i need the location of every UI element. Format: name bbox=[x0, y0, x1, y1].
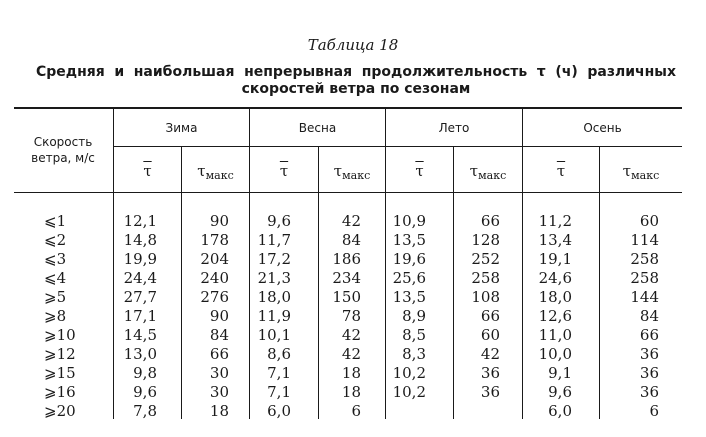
summer-max-cell: 252 bbox=[471, 250, 500, 268]
autumn-max-cell: 66 bbox=[639, 326, 659, 344]
winter-max-cell: 90 bbox=[209, 212, 229, 230]
summer-max-cell: 258 bbox=[471, 269, 500, 287]
spring-mean-cell: 7,1 bbox=[267, 383, 291, 401]
autumn-max-cell: 6 bbox=[649, 402, 659, 420]
spring-max-cell: 42 bbox=[341, 326, 361, 344]
speed-cell: ⩾10 bbox=[44, 326, 76, 344]
table-title-line-2: скоростей ветра по сезонам bbox=[241, 81, 471, 97]
autumn-max-cell: 36 bbox=[639, 345, 659, 363]
winter-mean-cell: 13,0 bbox=[123, 345, 157, 363]
winter-mean-cell: 7,8 bbox=[133, 402, 157, 420]
speed-cell: ⩾15 bbox=[44, 364, 76, 382]
summer-max-cell: 128 bbox=[471, 231, 500, 249]
spring-max-cell: 6 bbox=[351, 402, 361, 420]
autumn-mean-cell: 11,0 bbox=[538, 326, 572, 344]
autumn-max-cell: 258 bbox=[630, 269, 659, 287]
summer-mean-cell: 13,5 bbox=[392, 288, 426, 306]
winter-max-cell: 66 bbox=[209, 345, 229, 363]
header-mean-autumn: $\overline{\tau}$ bbox=[556, 162, 566, 180]
summer-mean-cell: 13,5 bbox=[392, 231, 426, 249]
winter-mean-cell: 17,1 bbox=[123, 307, 157, 325]
autumn-mean-cell: 12,6 bbox=[538, 307, 572, 325]
winter-mean-cell: 24,4 bbox=[123, 269, 157, 287]
header-max-summer: $\tau_{макс}$ bbox=[469, 162, 507, 182]
header-bottom-rule bbox=[14, 192, 682, 193]
spring-max-cell: 42 bbox=[341, 345, 361, 363]
winter-mean-cell: 27,7 bbox=[123, 288, 157, 306]
top-rule bbox=[14, 107, 682, 109]
summer-mean-cell: 10,2 bbox=[392, 383, 426, 401]
header-mean-winter: $\overline{\tau}$ bbox=[143, 162, 152, 180]
speed-cell: ⩽4 bbox=[44, 269, 67, 287]
autumn-mean-cell: 24,6 bbox=[538, 269, 572, 287]
spring-max-cell: 150 bbox=[332, 288, 361, 306]
speed-cell: ⩽2 bbox=[44, 231, 67, 249]
autumn-max-cell: 144 bbox=[630, 288, 659, 306]
winter-mean-cell: 14,5 bbox=[123, 326, 157, 344]
winter-max-cell: 90 bbox=[209, 307, 229, 325]
summer-mean-cell: 19,6 bbox=[392, 250, 426, 268]
spring-mean-cell: 7,1 bbox=[267, 364, 291, 382]
summer-max-cell: 42 bbox=[480, 345, 500, 363]
header-mean-summer: $\overline{\tau}$ bbox=[415, 162, 424, 180]
autumn-max-cell: 84 bbox=[639, 307, 659, 325]
autumn-mean-cell: 18,0 bbox=[538, 288, 572, 306]
summer-mean-cell: 8,9 bbox=[402, 307, 426, 325]
winter-max-cell: 84 bbox=[209, 326, 229, 344]
header-season-summer: Лето bbox=[438, 121, 470, 135]
summer-max-cell: 36 bbox=[480, 383, 500, 401]
spring-max-cell: 186 bbox=[332, 250, 361, 268]
spring-mean-cell: 6,0 bbox=[267, 402, 291, 420]
winter-max-cell: 276 bbox=[200, 288, 229, 306]
table-title-line-1: Средняя и наибольшая непрерывная продолжительность τ (ч) различных bbox=[36, 64, 676, 80]
autumn-max-cell: 258 bbox=[630, 250, 659, 268]
autumn-mean-cell: 9,1 bbox=[548, 364, 572, 382]
header-max-autumn: $\tau_{макс}$ bbox=[622, 162, 660, 182]
header-season-autumn: Осень bbox=[583, 121, 622, 135]
spring-max-cell: 234 bbox=[332, 269, 361, 287]
winter-max-cell: 30 bbox=[209, 383, 229, 401]
table-caption: Таблица 18 bbox=[307, 36, 399, 54]
spring-max-cell: 78 bbox=[341, 307, 361, 325]
autumn-max-cell: 36 bbox=[639, 364, 659, 382]
speed-cell: ⩾5 bbox=[44, 288, 67, 306]
summer-mean-cell: 25,6 bbox=[392, 269, 426, 287]
winter-mean-cell: 12,1 bbox=[123, 212, 157, 230]
spring-mean-cell: 17,2 bbox=[257, 250, 291, 268]
speed-cell: ⩾16 bbox=[44, 383, 76, 401]
winter-max-cell: 178 bbox=[200, 231, 229, 249]
spring-mean-cell: 8,6 bbox=[267, 345, 291, 363]
spring-max-cell: 84 bbox=[341, 231, 361, 249]
summer-max-cell: 108 bbox=[471, 288, 500, 306]
autumn-mean-cell: 9,6 bbox=[548, 383, 572, 401]
speed-cell: ⩾20 bbox=[44, 402, 76, 420]
speed-cell: ⩽1 bbox=[44, 212, 67, 230]
header-season-spring: Весна bbox=[298, 121, 337, 135]
header-max-spring: $\tau_{макс}$ bbox=[333, 162, 371, 182]
spring-max-cell: 18 bbox=[341, 364, 361, 382]
summer-max-cell: 66 bbox=[480, 307, 500, 325]
autumn-max-cell: 36 bbox=[639, 383, 659, 401]
winter-max-cell: 240 bbox=[200, 269, 229, 287]
autumn-mean-cell: 13,4 bbox=[538, 231, 572, 249]
spring-mean-cell: 9,6 bbox=[267, 212, 291, 230]
speed-cell: ⩽3 bbox=[44, 250, 67, 268]
summer-max-cell: 36 bbox=[480, 364, 500, 382]
spring-mean-cell: 11,9 bbox=[257, 307, 291, 325]
autumn-mean-cell: 19,1 bbox=[538, 250, 572, 268]
autumn-max-cell: 60 bbox=[639, 212, 659, 230]
winter-max-cell: 30 bbox=[209, 364, 229, 382]
autumn-max-cell: 114 bbox=[630, 231, 659, 249]
winter-mean-cell: 19,9 bbox=[123, 250, 157, 268]
summer-max-cell: 60 bbox=[480, 326, 500, 344]
header-max-winter: $\tau_{макс}$ bbox=[197, 162, 234, 182]
header-speed-label: Скорость ветра, м/с bbox=[31, 135, 95, 165]
autumn-mean-cell: 10,0 bbox=[538, 345, 572, 363]
winter-mean-cell: 14,8 bbox=[123, 231, 157, 249]
spring-mean-cell: 11,7 bbox=[257, 231, 291, 249]
autumn-mean-cell: 11,2 bbox=[538, 212, 572, 230]
winter-mean-cell: 9,8 bbox=[133, 364, 157, 382]
winter-mean-cell: 9,6 bbox=[133, 383, 157, 401]
autumn-mean-cell: 6,0 bbox=[548, 402, 572, 420]
spring-mean-cell: 18,0 bbox=[257, 288, 291, 306]
table-title bbox=[36, 64, 676, 98]
spring-max-cell: 18 bbox=[341, 383, 361, 401]
summer-mean-cell: 10,9 bbox=[392, 212, 426, 230]
speed-cell: ⩾12 bbox=[44, 345, 76, 363]
winter-max-cell: 18 bbox=[209, 402, 229, 420]
winter-max-cell: 204 bbox=[200, 250, 229, 268]
summer-mean-cell: 8,3 bbox=[402, 345, 426, 363]
header-season-winter: Зима bbox=[165, 121, 198, 135]
spring-mean-cell: 10,1 bbox=[257, 326, 291, 344]
speed-cell: ⩾8 bbox=[44, 307, 67, 325]
summer-mean-cell: 10,2 bbox=[392, 364, 426, 382]
spring-mean-cell: 21,3 bbox=[257, 269, 291, 287]
summer-max-cell: 66 bbox=[480, 212, 500, 230]
header-season-rule bbox=[114, 146, 682, 147]
summer-mean-cell: 8,5 bbox=[402, 326, 426, 344]
spring-max-cell: 42 bbox=[341, 212, 361, 230]
header-mean-spring: $\overline{\tau}$ bbox=[279, 162, 289, 180]
